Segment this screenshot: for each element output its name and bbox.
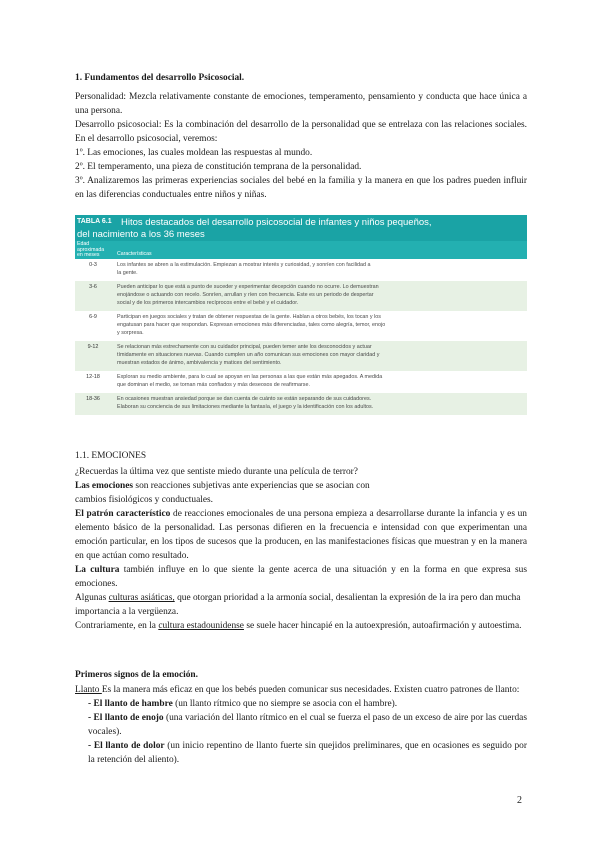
text-run: de reacciones emocionales de una persona empieza a desarrollarse durante la infancia y es un elemento básico de la personalidad. Las personas difieren en la frecuencia e intensidad con que experimentan una emoción particular, en los tipos de sucesos que la producen, en las manifestaciones físicas que muestran y en la manera en que actúan como resultado. <box>75 509 527 561</box>
list-item <box>75 739 527 767</box>
table-cell-line: engatusan para hacer que respondan. Expresan emociones más diferenciadas, tales como alegría, temor, enojo <box>117 322 386 328</box>
column-header-age: Edad aproximada en meses <box>77 241 105 258</box>
underlined-term: cultura estadounidense <box>158 621 244 631</box>
table-cell-line: Los infantes se abren a la estimulación. Empiezan a mostrar interés y curiosidad, y sonríen con facilidad a <box>117 262 371 268</box>
table-cell-line: Exploran su medio ambiente, para lo cual se apoyan en las personas a las que están más apegados. A medida <box>117 374 383 380</box>
table-cell-description <box>117 283 523 307</box>
bold-term: Las emociones <box>75 481 134 491</box>
table-cell-line: enojándose o actuando con recelo. Sonríen, arrullan y ríen con frecuencia. Este es un periodo de despertar <box>117 292 374 298</box>
table-cell-description <box>117 373 523 389</box>
table-figure <box>75 215 527 439</box>
table-cell-description <box>117 313 523 337</box>
table-cell-age: 12-18 <box>86 374 100 380</box>
table-cell-line: la gente. <box>117 270 138 276</box>
text-run: se suele hacer hincapié en la autoexpresión, autoafirmación y autoestima. <box>243 621 522 631</box>
table-title: Hitos destacados del desarrollo psicosocial de infantes y niños pequeños, <box>121 217 432 228</box>
paragraph-algunas <box>75 591 527 619</box>
list-item <box>75 711 527 739</box>
table-cell-line: social y de los primeros intercambios recíprocos entre el bebé y el cuidador. <box>117 300 299 306</box>
table-cell-line: y sorpresa. <box>117 330 144 336</box>
table-cell-line: que dominan el medio, se tornan más confiados y más deseosos de reafirmarse. <box>117 382 310 388</box>
table-row <box>75 393 527 415</box>
section-heading: Primeros signos de la emoción. <box>75 670 198 680</box>
table-header-band <box>75 215 527 241</box>
list-item: 3º. Analizaremos las primeras experiencias sociales del bebé en la familia y la manera en que los padres pueden influir en las diferencias conductuales entre niños y niñas. <box>75 176 527 200</box>
text-run: (un inicio repentino de llanto fuerte sin quejidos preliminares, que en ocasiones es seguido por la retención del aliento). <box>88 741 527 765</box>
table-row <box>75 259 527 281</box>
text-run: Algunas <box>75 593 109 603</box>
table-cell-age: 9-12 <box>87 344 99 350</box>
question-text: ¿Recuerdas la última vez que sentiste miedo durante una película de terror? <box>75 467 358 477</box>
text-run: (una variación del llanto rítmico en el cual se fuerza el paso de un exceso de aire por las cuerdas vocales). <box>88 713 527 737</box>
table-cell-line: muestran estados de ánimo, ambivalencia y matices del sentimiento. <box>117 360 282 366</box>
text-run: Contrariamente, en la <box>75 621 159 631</box>
bold-term: - El llanto de dolor <box>88 741 165 751</box>
table-label: TABLA 6.1 <box>77 218 112 225</box>
table-row <box>75 371 527 393</box>
section-emociones <box>75 449 527 633</box>
text-run: son reacciones subjetivas ante experiencias que se asocian con <box>133 481 370 491</box>
list-item: 1º. Las emociones, las cuales moldean las respuestas al mundo. <box>75 148 313 158</box>
list-item: 2º. El temperamento, una pieza de constitución temprana de la personalidad. <box>75 162 362 172</box>
bold-term: La cultura <box>75 565 120 575</box>
text-run: que otorgan prioridad a la armonía social, desalientan la expresión de la ira pero dan mucha importancia a la vergüenza. <box>75 593 521 617</box>
bold-term: El patrón característico <box>75 509 171 519</box>
table-cell-line: Participan en juegos sociales y tratan de obtener respuestas de la gente. Hablan a otros bebés, los tocan y los <box>117 314 382 320</box>
paragraph-contrariamente <box>75 619 527 633</box>
table-cell-description <box>117 395 523 411</box>
table-cell-age: 6-9 <box>89 314 97 320</box>
table-cell-age: 18-36 <box>86 396 100 402</box>
table-row <box>75 341 527 371</box>
section-fundamentos <box>75 71 527 202</box>
text-run: Es la manera más eficaz en que los bebés pueden comunicar sus necesidades. Existen cuatro patrones de llanto: <box>101 685 520 695</box>
page-number: 2 <box>517 795 522 806</box>
underlined-term: Llanto <box>75 685 102 695</box>
text-run: (un llanto rítmico que no siempre se asocia con el hambre). <box>172 699 398 709</box>
table-cell-age: 3-6 <box>89 284 97 290</box>
table-row <box>75 311 527 341</box>
paragraph-emociones-cont: cambios fisiológicos y conductuales. <box>75 495 213 505</box>
section-heading: 1. Fundamentos del desarrollo Psicosocial. <box>75 73 245 83</box>
section-heading: 1.1. EMOCIONES <box>75 451 147 461</box>
table-subtitle: del nacimiento a los 36 meses <box>77 229 205 240</box>
table-cell-line: Se relacionan más estrechamente con su cuidador principal, pueden temer ante los desconocidos y actuar <box>117 344 372 350</box>
paragraph-emociones <box>75 479 527 493</box>
table-cell-line: tímidamente en situaciones nuevas. Cuando cumplen un año comunican sus emociones con mayor claridad y <box>117 352 380 358</box>
paragraph-patron <box>75 507 527 563</box>
underlined-term: culturas asiáticas, <box>108 593 175 603</box>
section-primeros-signos <box>75 668 527 767</box>
paragraph-desarrollo: Desarrollo psicosocial: Es la combinación del desarrollo de la personalidad que se entrelaza con las relaciones sociales. En el desarrollo psicosocial, veremos: <box>75 120 527 144</box>
column-header-description: Características <box>117 251 152 257</box>
list-item <box>75 697 527 711</box>
table-row <box>75 281 527 311</box>
bold-term: - El llanto de enojo <box>88 713 164 723</box>
table-cell-age: 0-3 <box>89 262 97 268</box>
table-cell-line: Elaboran su conciencia de sus limitaciones mediante la fantasía, el juego y la identificación con los adultos. <box>117 404 374 410</box>
table-cell-line: En ocasiones muestran ansiedad porque se dan cuenta de cuánto se están separando de sus cuidadores. <box>117 396 372 402</box>
table-cell-line: Pueden anticipar lo que está a punto de suceder y experimentar decepción cuando no ocurre. Lo demuestran <box>117 284 379 290</box>
paragraph-personalidad: Personalidad: Mezcla relativamente constante de emociones, temperamento, pensamiento y conducta que hace única a una persona. <box>75 92 527 116</box>
table-cell-description <box>117 261 523 277</box>
bold-term: - El llanto de hambre <box>88 699 173 709</box>
table-column-headers <box>75 241 527 259</box>
paragraph-llanto <box>75 683 527 697</box>
table-cell-description <box>117 343 523 367</box>
text-run: también influye en lo que siente la gente acerca de una situación y en la forma en que expresa sus emociones. <box>75 565 527 589</box>
paragraph-cultura <box>75 563 527 591</box>
